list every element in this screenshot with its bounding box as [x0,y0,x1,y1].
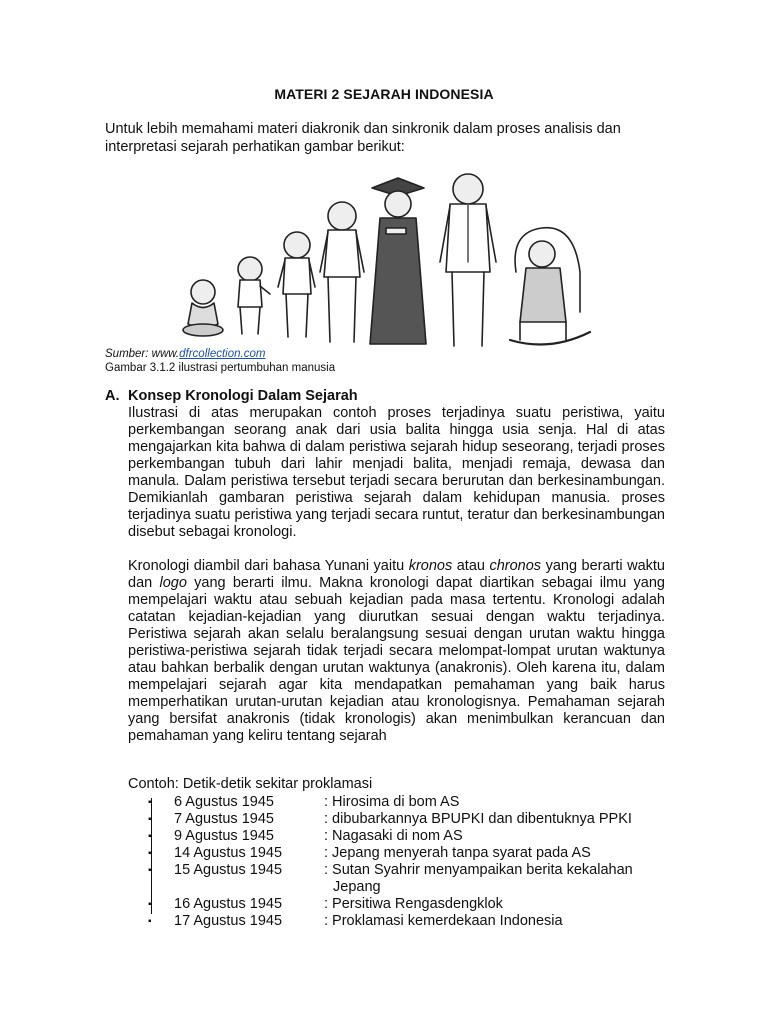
event-text: : Proklamasi kemerdekaan Indonesia [324,913,563,929]
para2-text-b: atau [452,558,490,574]
list-item [148,811,673,828]
list-item-continuation [148,879,673,896]
page-title: MATERI 2 SEJARAH INDONESIA [274,86,494,102]
graduate-figure [370,178,426,344]
list-item [148,913,673,930]
elderly-figure [510,228,590,345]
event-text: : Nagasaki di nom AS [324,828,463,844]
event-text: : dibubarkannya BPUPKI dan dibentuknya PPKI [324,811,632,827]
figure-caption [105,347,335,375]
square-bullet-icon: ▪ [148,831,152,842]
event-date: 6 Agustus 1945 [174,794,274,810]
list-item [148,845,673,862]
timeline-list [148,794,673,930]
term-chronos: chronos [489,558,542,574]
paragraph-2 [128,558,665,745]
human-growth-illustration-icon [170,162,600,350]
list-item [148,896,673,913]
figure-caption-text: Gambar 3.1.2 ilustrasi pertumbuhan manusia [105,362,336,374]
event-date: 17 Agustus 1945 [174,913,283,929]
event-date: 14 Agustus 1945 [174,845,283,861]
term-kronos: kronos [408,558,453,574]
source-link[interactable]: dfrcollection.com [179,348,266,360]
square-bullet-icon: ▪ [148,916,152,927]
section-a [105,388,665,745]
event-text: : Jepang menyerah tanpa syarat pada AS [324,845,591,861]
list-item [148,862,673,879]
baby-figure [183,280,223,336]
square-bullet-icon: ▪ [148,848,152,859]
contoh-label: Contoh: Detik-detik sekitar proklamasi [128,776,373,792]
paragraph-1: Ilustrasi di atas merupakan contoh proses terjadinya suatu peristiwa, yaitu perkembangan seorang anak dari usia balita hingga usia senja. Hal di atas mengajarkan kita bahwa di dalam peristiwa sejarah hidup seseorang, terjadi proses perkembangan tubuh dari lahir menjadi balita, menjadi remaja, dewasa dan manula. Dalam peristiwa tersebut terjadi secara berurutan dan berkesinambungan. Demikianlah gambaran peristiwa sejarah dalam kehidupan manusia. proses terjadinya suatu peristiwa yang terjadi secara runtut, teratur dan berkesinambungan disebut sebagai kronologi. [128,405,665,540]
square-bullet-icon: ▪ [148,814,152,825]
section-heading-text: Konsep Kronologi Dalam Sejarah [128,388,358,404]
para2-text-d: yang berarti ilmu. Makna kronologi dapat diartikan sebagai ilmu yang mempelajari waktu atau sebuah kejadian pada masa tertentu. Kronologi adalah catatan kejadian-kejadian yang diurutkan sesuai dengan waktu terjadinya. Peristiwa sejarah akan selalu beralangsung sesuai dengan urutan waktu hingga peristiwa-peristiwa sejarah tidak terjadi secara melompat-lompat urutan waktunya atau bahkan berbalik dengan urutan waktunya (anakronis). Oleh karena itu, dalam mempelajari sejarah agar kita mendapatkan pemahaman yang baik harus memperhatikan urutan-urutan kejadian atau kronologisnya. Pemahaman sejarah yang bersifat anakronis (tidak kronologis) akan menimbulkan kerancuan dan pemahaman yang keliru tentang sejarah [128,575,665,744]
event-date: 7 Agustus 1945 [174,811,274,827]
intro-text: Untuk lebih memahami materi diakronik dan sinkronik dalam proses analisis dan interpretasi sejarah perhatikan gambar berikut: [105,121,621,155]
square-bullet-icon: ▪ [148,797,152,808]
figure-source [105,347,335,361]
intro-paragraph [105,120,665,156]
para2-text-c: yang berarti waktu dan [128,558,665,591]
term-logo: logo [159,575,187,591]
event-date: 9 Agustus 1945 [174,828,274,844]
event-text: : Hirosima di bom AS [324,794,460,810]
child-figure [278,232,315,337]
event-date: 16 Agustus 1945 [174,896,283,912]
event-text-continuation: Jepang [333,879,381,895]
source-prefix: Sumber: www. [105,348,180,360]
teen-figure [320,202,364,342]
square-bullet-icon: ▪ [148,865,152,876]
list-item [148,794,673,811]
adult-figure [440,174,496,346]
toddler-figure [238,257,270,334]
event-text: : Persitiwa Rengasdengklok [324,896,503,912]
section-letter: A. [105,388,120,404]
event-date: 15 Agustus 1945 [174,862,283,878]
event-text: : Sutan Syahrir menyampaikan berita kekalahan [324,862,633,878]
square-bullet-icon: ▪ [148,899,152,910]
section-heading [105,388,665,405]
list-item [148,828,673,845]
para2-text-a: Kronologi diambil dari bahasa Yunani yaitu [128,558,409,574]
